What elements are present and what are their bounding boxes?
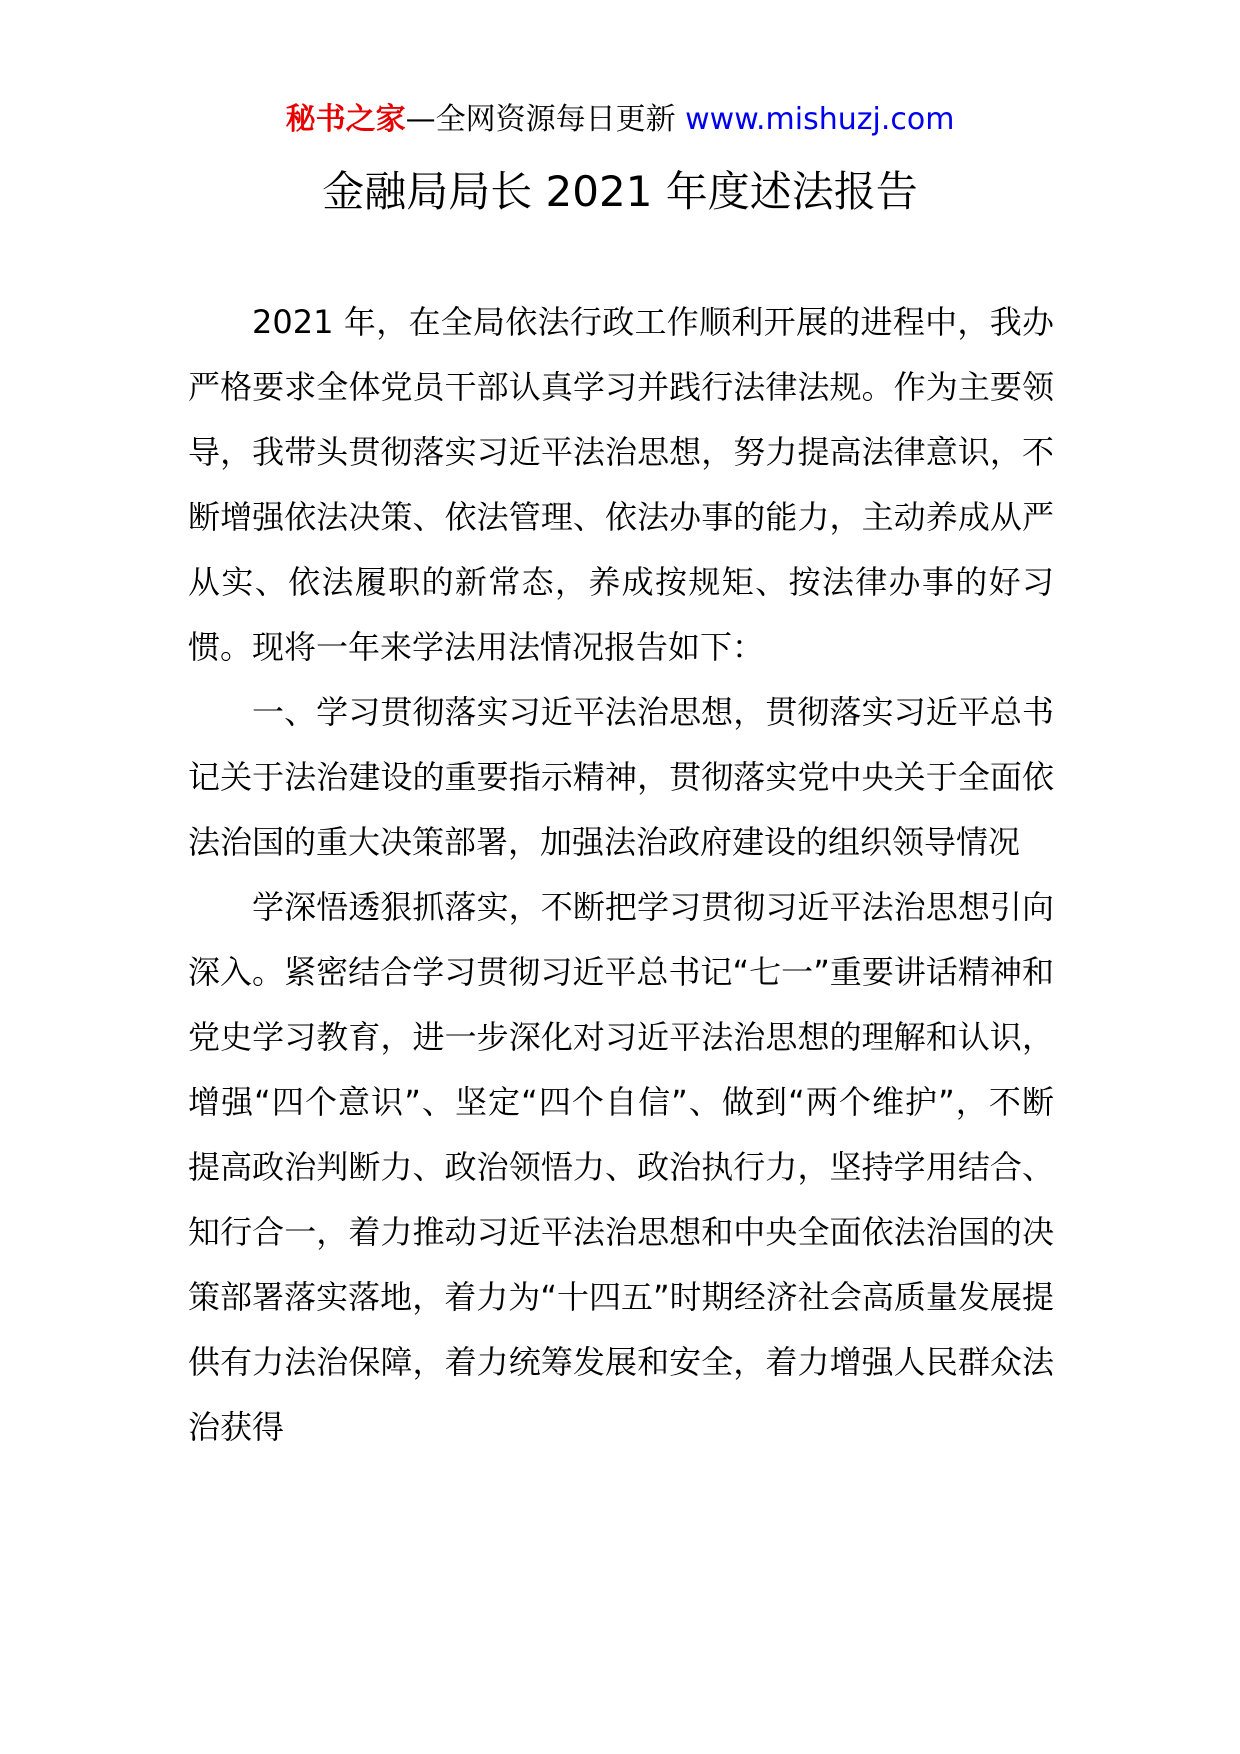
document-title: 金融局局长 2021 年度述法报告 [322,167,918,216]
section-heading-1: 一、学习贯彻落实习近平法治思想，贯彻落实习近平总书记关于法治建设的重要指示精神，贯彻落实党中央关于全面依法治国的重大决策部署，加强法治政府建设的组织领导情况 [188,693,1054,861]
document-body [188,290,1054,1460]
paragraph-intro: 2021 年，在全局依法行政工作顺利开展的进程中，我办严格要求全体党员干部认真学习并践行法律法规。作为主要领导，我带头贯彻落实习近平法治思想，努力提高法律意识，不断增强依法决策、依法管理、依法办事的能力，主动养成从严从实、依法履职的新常态，养成按规矩、按法律办事的好习惯。现将一年来学法用法情况报告如下： [188,303,1054,666]
site-header [0,100,1240,140]
site-tagline: —全网资源每日更新 [405,102,686,137]
site-name: 秘书之家 [285,102,406,137]
paragraph-section-1: 学深悟透狠抓落实，不断把学习贯彻习近平法治思想引向深入。紧密结合学习贯彻习近平总书记“七一”重要讲话精神和党史学习教育，进一步深化对习近平法治思想的理解和认识，增强“四个意识”、坚定“四个自信”、做到“两个维护”，不断提高政治判断力、政治领悟力、政治执行力，坚持学用结合、知行合一，着力推动习近平法治思想和中央全面依法治国的决策部署落实落地，着力为“十四五”时期经济社会高质量发展提供有力法治保障，着力统筹发展和安全，着力增强人民群众法治获得 [188,888,1054,1446]
site-url-link[interactable]: www.mishuzj.com [685,102,955,137]
